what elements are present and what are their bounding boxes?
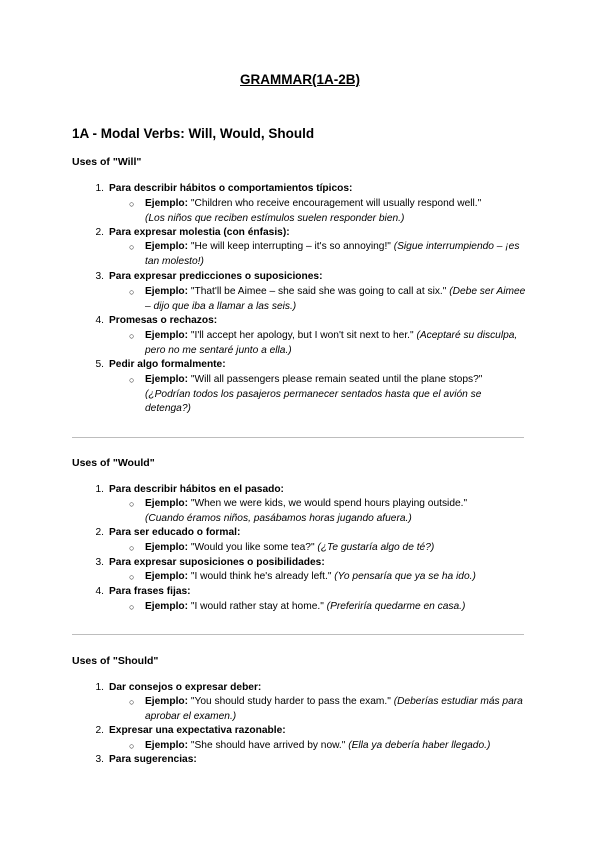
section-divider	[72, 437, 524, 438]
item-heading: Para describir hábitos o comportamientos típicos:	[109, 183, 353, 194]
hollow-bullet-icon: ○	[129, 572, 135, 582]
example-label: Ejemplo:	[145, 198, 189, 209]
item-heading: Para frases fijas:	[109, 586, 191, 597]
example-text: "That'll be Aimee – she said she was going to call at six."	[190, 286, 447, 297]
item-heading: Promesas o rechazos:	[109, 315, 218, 326]
item-heading: Para describir hábitos en el pasado:	[109, 484, 284, 495]
hollow-bullet-icon: ○	[129, 602, 135, 612]
section-title: 1A - Modal Verbs: Will, Would, Should	[72, 126, 315, 141]
example-text: "I would rather stay at home."	[190, 601, 324, 612]
translation-text: (Preferiría quedarme en casa.)	[326, 601, 466, 612]
example-text: "Would you like some tea?"	[190, 542, 315, 553]
hollow-bullet-icon: ○	[129, 199, 135, 209]
hollow-bullet-icon: ○	[129, 543, 135, 553]
would-heading: Uses of "Would"	[72, 457, 155, 469]
item-heading: Expresar una expectativa razonable:	[109, 725, 286, 736]
item-number: 4.	[95, 586, 104, 597]
item-heading: Para ser educado o formal:	[109, 527, 241, 538]
example-label: Ejemplo:	[145, 696, 189, 707]
example-text: "She should have arrived by now."	[190, 740, 346, 751]
translation-text: (Cuando éramos niños, pasábamos horas jugando afuera.)	[145, 512, 412, 524]
item-number: 5.	[95, 359, 104, 370]
example-text: "You should study harder to pass the exam."	[190, 696, 391, 707]
example-label: Ejemplo:	[145, 286, 189, 297]
hollow-bullet-icon: ○	[129, 499, 135, 509]
item-number: 2.	[95, 227, 104, 238]
example-text: "Children who receive encouragement will usually respond well."	[190, 198, 482, 209]
translation-text: (Aceptaré su disculpa, pero no me sentaré junto a ella.)	[145, 330, 518, 356]
example-text: "I would think he's already left."	[190, 571, 332, 582]
example-label: Ejemplo:	[145, 601, 189, 612]
item-number: 3.	[95, 754, 104, 765]
item-number: 3.	[95, 557, 104, 568]
hollow-bullet-icon: ○	[129, 697, 135, 707]
item-number: 2.	[95, 527, 104, 538]
item-heading: Para expresar predicciones o suposiciones:	[109, 271, 323, 282]
example-text: "He will keep interrupting – it's so annoying!"	[190, 241, 391, 252]
item-number: 2.	[95, 725, 104, 736]
item-heading: Pedir algo formalmente:	[109, 359, 226, 370]
translation-text: (¿Te gustaría algo de té?)	[317, 542, 435, 553]
will-heading: Uses of "Will"	[72, 156, 142, 168]
hollow-bullet-icon: ○	[129, 331, 135, 341]
example-label: Ejemplo:	[145, 498, 189, 509]
item-number: 4.	[95, 315, 104, 326]
translation-text: (Debe ser Aimee – dijo que iba a llamar a las seis.)	[145, 286, 526, 312]
translation-text: (Sigue interrumpiendo – ¡es tan molesto!)	[145, 241, 520, 267]
example-label: Ejemplo:	[145, 241, 189, 252]
item-number: 1.	[95, 484, 104, 495]
item-heading: Dar consejos o expresar deber:	[109, 682, 262, 693]
hollow-bullet-icon: ○	[129, 375, 135, 385]
example-label: Ejemplo:	[145, 330, 189, 341]
example-label: Ejemplo:	[145, 571, 189, 582]
hollow-bullet-icon: ○	[129, 242, 135, 252]
translation-text: (Ella ya debería haber llegado.)	[348, 740, 491, 751]
hollow-bullet-icon: ○	[129, 741, 135, 751]
translation-text: (Los niños que reciben estímulos suelen responder bien.)	[145, 212, 405, 224]
example-text: "I'll accept her apology, but I won't sit next to her."	[190, 330, 414, 341]
hollow-bullet-icon: ○	[129, 287, 135, 297]
item-number: 1.	[95, 682, 104, 693]
example-label: Ejemplo:	[145, 374, 189, 385]
example-label: Ejemplo:	[145, 740, 189, 751]
item-number: 3.	[95, 271, 104, 282]
example-text: "Will all passengers please remain seated until the plane stops?"	[190, 374, 483, 385]
section-divider	[72, 634, 524, 635]
example-text: "When we were kids, we would spend hours playing outside."	[190, 498, 468, 509]
item-heading: Para expresar suposiciones o posibilidades:	[109, 557, 325, 568]
translation-text: (¿Podrían todos los pasajeros permanecer sentados hasta que el avión se detenga?)	[145, 388, 482, 414]
translation-text: (Deberías estudiar más para aprobar el examen.)	[145, 696, 523, 722]
item-heading: Para sugerencias:	[109, 754, 197, 765]
item-number: 1.	[95, 183, 104, 194]
item-heading: Para expresar molestia (con énfasis):	[109, 227, 290, 238]
translation-text: (Yo pensaría que ya se ha ido.)	[334, 571, 476, 582]
should-heading: Uses of "Should"	[72, 655, 159, 667]
document-title: GRAMMAR(1A-2B)	[240, 72, 360, 87]
example-label: Ejemplo:	[145, 542, 189, 553]
